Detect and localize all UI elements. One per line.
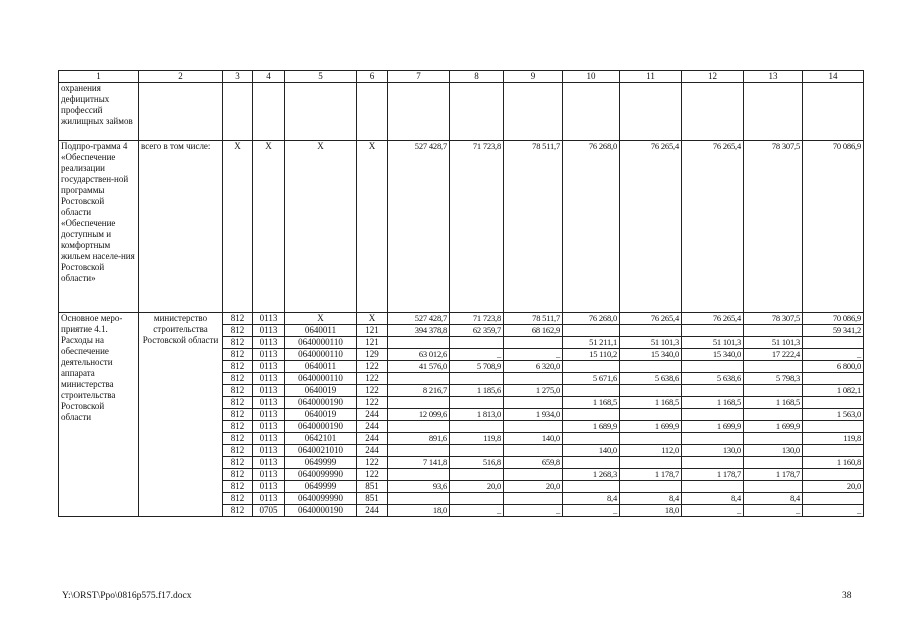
col-header: 7 — [388, 71, 450, 83]
amount-cell: 1 160,8 — [803, 457, 864, 469]
continuation-row — [59, 83, 864, 141]
col-header: 5 — [285, 71, 357, 83]
amount-cell: 41 576,0 — [388, 361, 450, 373]
amount-cell: 130,0 — [682, 445, 744, 457]
amount-cell — [504, 337, 563, 349]
code-cell: 0113 — [253, 349, 285, 361]
amount-cell: 17 222,4 — [744, 349, 803, 361]
amount-cell: 51 211,1 — [563, 337, 620, 349]
subprogram-value: 71 723,8 — [450, 141, 504, 313]
measure-name: Основное меро-приятие 4.1. Расходы на обеспечение деятельности аппарата министерства строительства Ростовской области — [59, 313, 139, 517]
amount-cell — [504, 493, 563, 505]
amount-cell — [803, 421, 864, 433]
subprogram-value: 76 268,0 — [563, 141, 620, 313]
amount-cell: 130,0 — [744, 445, 803, 457]
amount-cell — [620, 409, 682, 421]
code-cell: 244 — [357, 505, 388, 517]
amount-cell: 5 638,6 — [620, 373, 682, 385]
amount-cell: _ — [803, 505, 864, 517]
code-cell: 0113 — [253, 493, 285, 505]
col-header: 6 — [357, 71, 388, 83]
code-cell: 812 — [223, 493, 253, 505]
code-cell: 0113 — [253, 325, 285, 337]
amount-cell: 8,4 — [563, 493, 620, 505]
col-header: 13 — [744, 71, 803, 83]
amount-cell — [388, 469, 450, 481]
amount-cell: 68 162,9 — [504, 325, 563, 337]
amount-cell: 63 012,6 — [388, 349, 450, 361]
subprogram-value: 527 428,7 — [388, 141, 450, 313]
amount-cell: 20,0 — [803, 481, 864, 493]
amount-cell — [682, 325, 744, 337]
amount-cell — [803, 445, 864, 457]
amount-cell: 140,0 — [504, 433, 563, 445]
code-cell: 812 — [223, 469, 253, 481]
amount-cell — [682, 409, 744, 421]
amount-cell: 51 101,3 — [620, 337, 682, 349]
code-cell: 244 — [357, 409, 388, 421]
amount-cell: 62 359,7 — [450, 325, 504, 337]
amount-cell: 78 511,7 — [504, 313, 563, 325]
subprogram-c3: X — [223, 141, 253, 313]
code-cell: 812 — [223, 457, 253, 469]
code-cell: 0640000190 — [285, 421, 357, 433]
subprogram-value: 76 265,4 — [682, 141, 744, 313]
amount-cell — [803, 397, 864, 409]
amount-cell — [563, 361, 620, 373]
code-cell: 122 — [357, 457, 388, 469]
amount-cell — [504, 397, 563, 409]
code-cell: 0640000190 — [285, 397, 357, 409]
subprogram-c6: X — [357, 141, 388, 313]
subprogram-c5: X — [285, 141, 357, 313]
code-cell: 851 — [357, 493, 388, 505]
amount-cell: _ — [504, 349, 563, 361]
document-path: Y:\ORST\Ppo\0816p575.f17.docx — [62, 591, 192, 601]
code-cell: 0640000190 — [285, 505, 357, 517]
amount-cell — [682, 361, 744, 373]
amount-cell: _ — [504, 505, 563, 517]
amount-cell: 18,0 — [620, 505, 682, 517]
code-cell: 122 — [357, 373, 388, 385]
amount-cell — [682, 481, 744, 493]
amount-cell: 1 168,5 — [682, 397, 744, 409]
amount-cell: 5 671,6 — [563, 373, 620, 385]
amount-cell — [744, 361, 803, 373]
code-cell: X — [357, 313, 388, 325]
amount-cell: 1 689,9 — [563, 421, 620, 433]
amount-cell: 140,0 — [563, 445, 620, 457]
amount-cell: 15 340,0 — [682, 349, 744, 361]
subprogram-row — [59, 141, 864, 313]
amount-cell: 1 168,5 — [563, 397, 620, 409]
code-cell: 812 — [223, 361, 253, 373]
amount-cell: 112,0 — [620, 445, 682, 457]
code-cell: 0113 — [253, 445, 285, 457]
amount-cell: 76 268,0 — [563, 313, 620, 325]
amount-cell: 15 340,0 — [620, 349, 682, 361]
col-header: 14 — [803, 71, 864, 83]
code-cell: 0113 — [253, 481, 285, 493]
amount-cell: 1 178,7 — [682, 469, 744, 481]
amount-cell: 659,8 — [504, 457, 563, 469]
amount-cell: 5 798,3 — [744, 373, 803, 385]
amount-cell: 1 168,5 — [620, 397, 682, 409]
amount-cell: 8,4 — [620, 493, 682, 505]
amount-cell — [620, 457, 682, 469]
code-cell: 0640000110 — [285, 349, 357, 361]
amount-cell — [803, 469, 864, 481]
amount-cell: 20,0 — [504, 481, 563, 493]
amount-cell — [803, 337, 864, 349]
code-cell: 0649999 — [285, 481, 357, 493]
amount-cell: 51 101,3 — [682, 337, 744, 349]
col-header: 1 — [59, 71, 139, 83]
amount-cell: 8,4 — [744, 493, 803, 505]
code-cell: 0640011 — [285, 325, 357, 337]
col-header: 11 — [620, 71, 682, 83]
amount-cell — [744, 409, 803, 421]
col-header: 3 — [223, 71, 253, 83]
amount-cell — [450, 469, 504, 481]
amount-cell — [682, 385, 744, 397]
amount-cell: 7 141,8 — [388, 457, 450, 469]
code-cell: 122 — [357, 397, 388, 409]
amount-cell — [388, 421, 450, 433]
amount-cell: 78 307,5 — [744, 313, 803, 325]
amount-cell — [744, 433, 803, 445]
amount-cell: 5 708,9 — [450, 361, 504, 373]
col-header: 2 — [139, 71, 223, 83]
code-cell: 812 — [223, 349, 253, 361]
col-header: 4 — [253, 71, 285, 83]
subprogram-c4: X — [253, 141, 285, 313]
amount-cell: 5 638,6 — [682, 373, 744, 385]
amount-cell: 119,8 — [803, 433, 864, 445]
amount-cell — [803, 493, 864, 505]
code-cell: 0640021010 — [285, 445, 357, 457]
amount-cell: 70 086,9 — [803, 313, 864, 325]
code-cell: 0113 — [253, 433, 285, 445]
amount-cell — [563, 457, 620, 469]
amount-cell: 1 934,0 — [504, 409, 563, 421]
code-cell: 129 — [357, 349, 388, 361]
code-cell: 0640011 — [285, 361, 357, 373]
amount-cell — [450, 421, 504, 433]
code-cell: 244 — [357, 433, 388, 445]
amount-cell — [744, 325, 803, 337]
amount-cell — [388, 493, 450, 505]
code-cell: 0113 — [253, 469, 285, 481]
amount-cell: 93,6 — [388, 481, 450, 493]
amount-cell — [563, 385, 620, 397]
code-cell: 0640099990 — [285, 493, 357, 505]
amount-cell: 1 168,5 — [744, 397, 803, 409]
amount-cell: 1 699,9 — [744, 421, 803, 433]
amount-cell: 12 099,6 — [388, 409, 450, 421]
amount-cell — [388, 337, 450, 349]
amount-cell — [504, 421, 563, 433]
code-cell: 0705 — [253, 505, 285, 517]
amount-cell: 20,0 — [450, 481, 504, 493]
code-cell: 0642101 — [285, 433, 357, 445]
code-cell: 812 — [223, 373, 253, 385]
code-cell: 0113 — [253, 457, 285, 469]
amount-cell: 1 813,0 — [450, 409, 504, 421]
code-cell: 0113 — [253, 361, 285, 373]
code-cell: 0640000110 — [285, 337, 357, 349]
amount-cell: 1 082,1 — [803, 385, 864, 397]
code-cell: 812 — [223, 313, 253, 325]
amount-cell: 1 275,0 — [504, 385, 563, 397]
amount-cell: 15 110,2 — [563, 349, 620, 361]
amount-cell: 1 178,7 — [620, 469, 682, 481]
subprogram-name: Подпро-грамма 4 «Обеспечение реализации государствен-ной программы Ростовской области «Обеспечение доступным и комфортным жильем населе-ния Ростовской области» — [59, 141, 139, 313]
code-cell: 244 — [357, 445, 388, 457]
amount-cell: _ — [682, 505, 744, 517]
amount-cell — [620, 361, 682, 373]
amount-cell — [450, 397, 504, 409]
code-cell: 0640019 — [285, 409, 357, 421]
budget-table — [58, 70, 864, 517]
amount-cell — [803, 373, 864, 385]
subprogram-value: 76 265,4 — [620, 141, 682, 313]
continued-measure-name: охранения дефицитных профессий жилищных займов — [59, 83, 139, 141]
subprogram-value: 78 511,7 — [504, 141, 563, 313]
code-cell: 121 — [357, 325, 388, 337]
code-cell: 0649999 — [285, 457, 357, 469]
amount-cell — [620, 433, 682, 445]
amount-cell: _ — [450, 505, 504, 517]
code-cell: 244 — [357, 421, 388, 433]
amount-cell: 59 341,2 — [803, 325, 864, 337]
code-cell: 812 — [223, 433, 253, 445]
code-cell: 0113 — [253, 373, 285, 385]
amount-cell: 527 428,7 — [388, 313, 450, 325]
amount-cell: _ — [744, 505, 803, 517]
amount-cell — [504, 469, 563, 481]
code-cell: 812 — [223, 325, 253, 337]
amount-cell — [744, 457, 803, 469]
amount-cell — [563, 433, 620, 445]
subprogram-value: 78 307,5 — [744, 141, 803, 313]
amount-cell: 1 699,9 — [620, 421, 682, 433]
col-header: 12 — [682, 71, 744, 83]
code-cell: 122 — [357, 385, 388, 397]
subprogram-value: 70 086,9 — [803, 141, 864, 313]
amount-cell: 119,8 — [450, 433, 504, 445]
amount-cell: 1 699,9 — [682, 421, 744, 433]
code-cell: 812 — [223, 409, 253, 421]
code-cell: 0640019 — [285, 385, 357, 397]
column-number-row — [59, 71, 864, 83]
amount-cell — [450, 337, 504, 349]
code-cell: 812 — [223, 421, 253, 433]
code-cell: 121 — [357, 337, 388, 349]
code-cell: 0640000110 — [285, 373, 357, 385]
amount-cell: 516,8 — [450, 457, 504, 469]
amount-cell: _ — [450, 349, 504, 361]
amount-cell — [504, 445, 563, 457]
code-cell: 0113 — [253, 409, 285, 421]
amount-cell: 1 268,3 — [563, 469, 620, 481]
amount-cell — [388, 397, 450, 409]
amount-cell — [450, 493, 504, 505]
code-cell: 0113 — [253, 385, 285, 397]
code-cell: X — [285, 313, 357, 325]
amount-cell: 8 216,7 — [388, 385, 450, 397]
amount-cell — [450, 445, 504, 457]
amount-cell — [620, 481, 682, 493]
amount-cell: 18,0 — [388, 505, 450, 517]
code-cell: 122 — [357, 469, 388, 481]
code-cell: 0113 — [253, 337, 285, 349]
code-cell: 851 — [357, 481, 388, 493]
code-cell: 0113 — [253, 421, 285, 433]
code-cell: 812 — [223, 385, 253, 397]
amount-cell: _ — [563, 505, 620, 517]
amount-cell — [388, 445, 450, 457]
code-cell: 812 — [223, 397, 253, 409]
amount-cell — [450, 373, 504, 385]
amount-cell: 891,6 — [388, 433, 450, 445]
amount-cell: 1 178,7 — [744, 469, 803, 481]
amount-cell: 8,4 — [682, 493, 744, 505]
page-number: 38 — [842, 591, 852, 601]
amount-cell — [504, 373, 563, 385]
amount-cell — [744, 385, 803, 397]
amount-cell: 394 378,8 — [388, 325, 450, 337]
code-cell: 812 — [223, 445, 253, 457]
code-cell: 812 — [223, 337, 253, 349]
code-cell: 812 — [223, 481, 253, 493]
col-header: 8 — [450, 71, 504, 83]
col-header: 10 — [563, 71, 620, 83]
amount-cell — [744, 481, 803, 493]
amount-cell: 76 265,4 — [682, 313, 744, 325]
amount-cell: 51 101,3 — [744, 337, 803, 349]
amount-cell — [563, 481, 620, 493]
amount-cell: _ — [803, 349, 864, 361]
amount-cell: 71 723,8 — [450, 313, 504, 325]
code-cell: 0113 — [253, 313, 285, 325]
subprogram-responsible: всего в том числе: — [139, 141, 223, 313]
table-row — [59, 313, 864, 325]
code-cell: 0113 — [253, 397, 285, 409]
amount-cell — [563, 409, 620, 421]
col-header: 9 — [504, 71, 563, 83]
amount-cell: 6 800,0 — [803, 361, 864, 373]
amount-cell — [682, 457, 744, 469]
amount-cell: 1 563,0 — [803, 409, 864, 421]
amount-cell — [620, 325, 682, 337]
code-cell: 0640099990 — [285, 469, 357, 481]
amount-cell — [563, 325, 620, 337]
measure-responsible: министерство строительства Ростовской области — [139, 313, 223, 517]
amount-cell: 6 320,0 — [504, 361, 563, 373]
amount-cell — [682, 433, 744, 445]
code-cell: 812 — [223, 505, 253, 517]
code-cell: 122 — [357, 361, 388, 373]
amount-cell: 1 185,6 — [450, 385, 504, 397]
amount-cell — [388, 373, 450, 385]
amount-cell — [620, 385, 682, 397]
amount-cell: 76 265,4 — [620, 313, 682, 325]
